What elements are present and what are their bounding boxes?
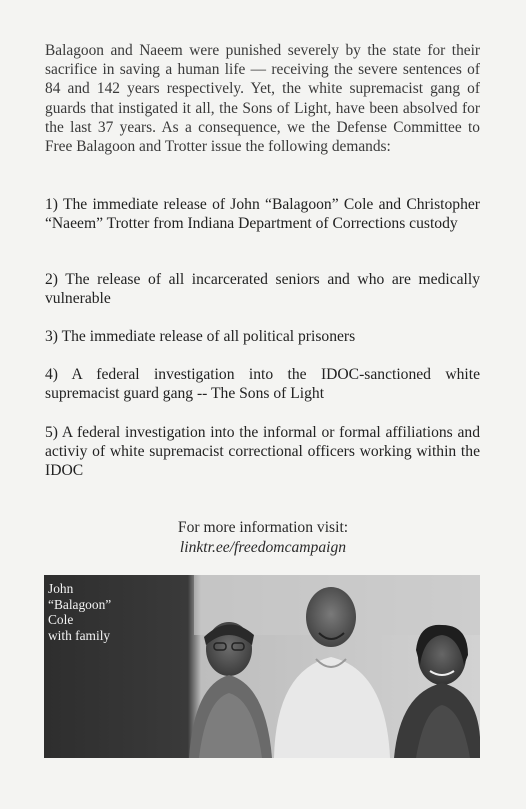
demand-item: 3) The immediate release of all political prisoners <box>45 328 356 345</box>
more-info-label: For more information visit: <box>177 519 349 536</box>
more-info-block <box>0 518 526 558</box>
caption-line: with family <box>48 627 111 643</box>
demand-item: 2) The release of all incarcerated seniors and who are medically vulnerable <box>45 271 480 307</box>
photo-caption <box>48 581 168 643</box>
demand-item: 4) A federal investigation into the IDOC-sanctioned white supremacist guard gang -- The Sons of Light <box>45 366 480 402</box>
demand-item: 1) The immediate release of John “Balagoon” Cole and Christopher “Naeem” Trotter from Indiana Department of Corrections custody <box>45 196 480 232</box>
caption-line: “Balagoon” <box>48 596 112 612</box>
caption-line: Cole <box>48 612 74 627</box>
family-photo <box>44 575 480 758</box>
demand-item: 5) A federal investigation into the informal or formal affiliations and activiy of white supremacist correctional officers working within the IDOC <box>45 424 480 479</box>
intro-paragraph: Balagoon and Naeem were punished severely by the state for their sacrifice in saving a human life — receiving the severe sentences of 84 and 142 years respectively. Yet, the white supremacist gang of guards that instigated it all, the Sons of Light, have been absolved for the last 37 years. As a consequence, we the Defense Committee to Free Balagoon and Trotter issue the following demands: <box>45 42 480 156</box>
campaign-link[interactable]: linktr.ee/freedomcampaign <box>179 539 347 556</box>
caption-line: John <box>48 581 74 596</box>
